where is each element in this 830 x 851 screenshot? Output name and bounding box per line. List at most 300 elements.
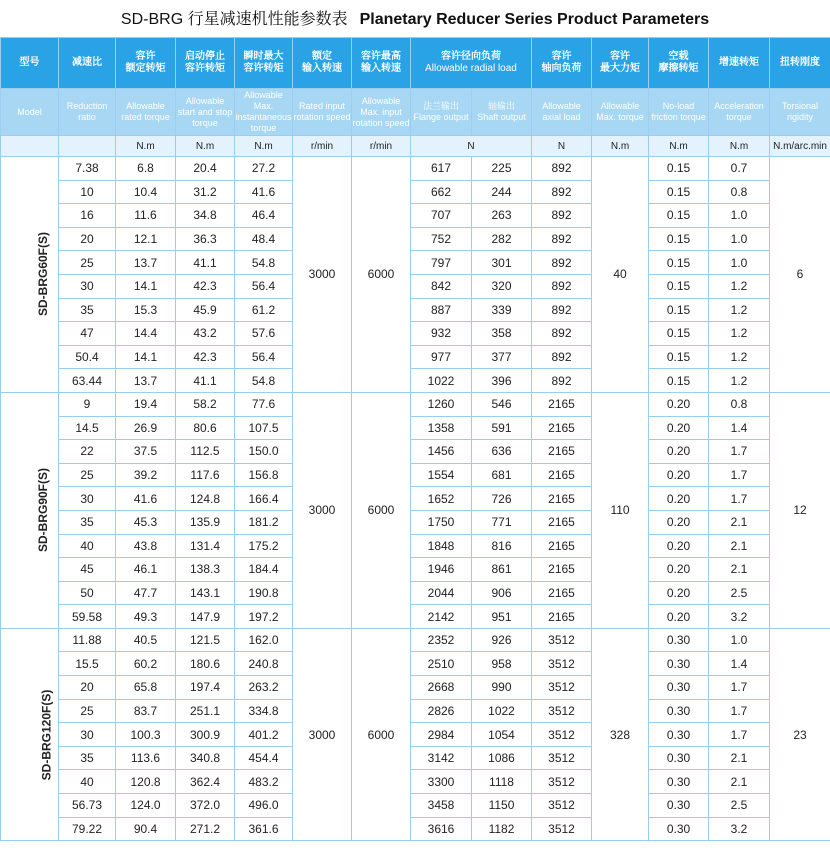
- noload-torque-cell: 0.30: [649, 770, 709, 794]
- flange-load-cell: 752: [411, 227, 472, 251]
- table-row: [1, 369, 830, 393]
- header-noload-text: 空载 摩擦转矩: [658, 51, 699, 74]
- max-inst-torque-cell: 190.8: [235, 581, 293, 605]
- flange-load-cell: 2352: [411, 628, 472, 652]
- header-max-inst-text: 瞬时最大 容许转矩: [243, 51, 284, 74]
- rated-torque-cell: 65.8: [116, 676, 176, 700]
- model-cell: [1, 392, 59, 628]
- table-row: [1, 628, 830, 652]
- axial-load-cell: 2165: [532, 581, 592, 605]
- header-radial: [411, 38, 532, 89]
- ratio-cell: 35: [59, 298, 116, 322]
- start-stop-torque-cell: 42.3: [176, 345, 235, 369]
- ratio-cell: 11.88: [59, 628, 116, 652]
- header-flange-cn: 法兰输出: [422, 101, 459, 111]
- flange-load-cell: 1848: [411, 534, 472, 558]
- page-title: [0, 0, 830, 37]
- table-row: [1, 180, 830, 204]
- flange-load-cell: 662: [411, 180, 472, 204]
- axial-load-cell: 892: [532, 227, 592, 251]
- accel-torque-cell: 2.1: [709, 534, 770, 558]
- table-row: [1, 676, 830, 700]
- shaft-load-cell: 1182: [472, 817, 532, 841]
- max-speed-cell: 6000: [352, 392, 411, 628]
- shaft-load-cell: 1118: [472, 770, 532, 794]
- rigidity-cell: 6: [770, 157, 830, 393]
- max-inst-torque-cell: 61.2: [235, 298, 293, 322]
- max-inst-torque-cell: 57.6: [235, 322, 293, 346]
- header-start-stop: [176, 38, 235, 89]
- accel-torque-cell: 1.4: [709, 416, 770, 440]
- axial-load-cell: 2165: [532, 558, 592, 582]
- header-row-units: [1, 136, 830, 157]
- accel-torque-cell: 3.2: [709, 817, 770, 841]
- axial-load-cell: 2165: [532, 534, 592, 558]
- ratio-cell: 25: [59, 463, 116, 487]
- accel-torque-cell: 1.2: [709, 298, 770, 322]
- axial-load-cell: 3512: [532, 699, 592, 723]
- ratio-cell: 20: [59, 676, 116, 700]
- table-row: [1, 770, 830, 794]
- start-stop-torque-cell: 300.9: [176, 723, 235, 747]
- axial-load-cell: 3512: [532, 770, 592, 794]
- rated-torque-cell: 60.2: [116, 652, 176, 676]
- noload-torque-cell: 0.20: [649, 558, 709, 582]
- accel-torque-cell: 0.8: [709, 180, 770, 204]
- accel-torque-cell: 2.1: [709, 510, 770, 534]
- shaft-load-cell: 377: [472, 345, 532, 369]
- model-label: SD-BRG60F(S): [36, 232, 51, 317]
- rated-torque-cell: 40.5: [116, 628, 176, 652]
- header-en-rated-torque: Allowable rated torque: [116, 89, 176, 136]
- unit-model: [1, 136, 59, 157]
- flange-load-cell: 3142: [411, 746, 472, 770]
- flange-load-cell: 1554: [411, 463, 472, 487]
- flange-load-cell: 2984: [411, 723, 472, 747]
- flange-load-cell: 3300: [411, 770, 472, 794]
- rated-torque-cell: 11.6: [116, 204, 176, 228]
- start-stop-torque-cell: 31.2: [176, 180, 235, 204]
- flange-load-cell: 3458: [411, 794, 472, 818]
- rated-speed-cell: 3000: [293, 392, 352, 628]
- start-stop-torque-cell: 42.3: [176, 274, 235, 298]
- start-stop-torque-cell: 20.4: [176, 157, 235, 181]
- flange-load-cell: 887: [411, 298, 472, 322]
- header-rated-torque-text: 容许 额定转矩: [125, 51, 166, 74]
- max-inst-torque-cell: 54.8: [235, 369, 293, 393]
- accel-torque-cell: 1.7: [709, 440, 770, 464]
- shaft-load-cell: 1086: [472, 746, 532, 770]
- start-stop-torque-cell: 131.4: [176, 534, 235, 558]
- max-inst-torque-cell: 156.8: [235, 463, 293, 487]
- table-row: [1, 227, 830, 251]
- header-rigidity: 扭转刚度: [770, 38, 830, 89]
- header-shaft-cn: 轴输出: [488, 101, 516, 111]
- ratio-cell: 7.38: [59, 157, 116, 181]
- axial-load-cell: 3512: [532, 676, 592, 700]
- table-row: [1, 558, 830, 582]
- shaft-load-cell: 320: [472, 274, 532, 298]
- accel-torque-cell: 0.8: [709, 392, 770, 416]
- noload-torque-cell: 0.30: [649, 723, 709, 747]
- start-stop-torque-cell: 362.4: [176, 770, 235, 794]
- ratio-cell: 79.22: [59, 817, 116, 841]
- noload-torque-cell: 0.20: [649, 392, 709, 416]
- shaft-load-cell: 225: [472, 157, 532, 181]
- flange-load-cell: 1456: [411, 440, 472, 464]
- shaft-load-cell: 771: [472, 510, 532, 534]
- accel-torque-cell: 1.0: [709, 628, 770, 652]
- accel-torque-cell: 1.4: [709, 652, 770, 676]
- ratio-cell: 40: [59, 534, 116, 558]
- axial-load-cell: 3512: [532, 746, 592, 770]
- header-max-inst: [235, 38, 293, 89]
- rated-torque-cell: 19.4: [116, 392, 176, 416]
- accel-torque-cell: 1.0: [709, 251, 770, 275]
- accel-torque-cell: 1.7: [709, 723, 770, 747]
- ratio-cell: 25: [59, 699, 116, 723]
- start-stop-torque-cell: 340.8: [176, 746, 235, 770]
- header-en-model: Model: [1, 89, 59, 136]
- header-radial-cn: 容许径向负荷: [441, 51, 501, 62]
- table-row: [1, 204, 830, 228]
- ratio-cell: 20: [59, 227, 116, 251]
- shaft-load-cell: 358: [472, 322, 532, 346]
- accel-torque-cell: 1.7: [709, 463, 770, 487]
- noload-torque-cell: 0.15: [649, 180, 709, 204]
- flange-load-cell: 1946: [411, 558, 472, 582]
- ratio-cell: 50: [59, 581, 116, 605]
- table-row: [1, 699, 830, 723]
- rated-torque-cell: 37.5: [116, 440, 176, 464]
- axial-load-cell: 2165: [532, 510, 592, 534]
- table-row: [1, 581, 830, 605]
- table-row: [1, 652, 830, 676]
- unit-noload: N.m: [649, 136, 709, 157]
- title-cn: SD-BRG 行星减速机性能参数表: [120, 11, 348, 28]
- max-inst-torque-cell: 27.2: [235, 157, 293, 181]
- header-en-rated-speed: Rated input rotation speed: [293, 89, 352, 136]
- rated-torque-cell: 90.4: [116, 817, 176, 841]
- rated-torque-cell: 49.3: [116, 605, 176, 629]
- ratio-cell: 47: [59, 322, 116, 346]
- shaft-load-cell: 816: [472, 534, 532, 558]
- noload-torque-cell: 0.15: [649, 157, 709, 181]
- axial-load-cell: 2165: [532, 463, 592, 487]
- model-label: SD-BRG90F(S): [36, 468, 51, 553]
- rated-speed-cell: 3000: [293, 628, 352, 840]
- table-row: [1, 298, 830, 322]
- rated-torque-cell: 45.3: [116, 510, 176, 534]
- table-row: [1, 794, 830, 818]
- start-stop-torque-cell: 112.5: [176, 440, 235, 464]
- noload-torque-cell: 0.30: [649, 676, 709, 700]
- table-row: [1, 251, 830, 275]
- flange-load-cell: 3616: [411, 817, 472, 841]
- start-stop-torque-cell: 121.5: [176, 628, 235, 652]
- header-accel: 增速转矩: [709, 38, 770, 89]
- max-inst-torque-cell: 150.0: [235, 440, 293, 464]
- noload-torque-cell: 0.20: [649, 534, 709, 558]
- ratio-cell: 35: [59, 746, 116, 770]
- accel-torque-cell: 0.7: [709, 157, 770, 181]
- noload-torque-cell: 0.20: [649, 440, 709, 464]
- shaft-load-cell: 244: [472, 180, 532, 204]
- unit-radial: N: [411, 136, 532, 157]
- rated-torque-cell: 14.4: [116, 322, 176, 346]
- axial-load-cell: 892: [532, 345, 592, 369]
- start-stop-torque-cell: 197.4: [176, 676, 235, 700]
- shaft-load-cell: 301: [472, 251, 532, 275]
- axial-load-cell: 892: [532, 180, 592, 204]
- start-stop-torque-cell: 124.8: [176, 487, 235, 511]
- noload-torque-cell: 0.15: [649, 227, 709, 251]
- max-inst-torque-cell: 496.0: [235, 794, 293, 818]
- ratio-cell: 30: [59, 274, 116, 298]
- header-max-force: [592, 38, 649, 89]
- table-row: [1, 463, 830, 487]
- axial-load-cell: 892: [532, 157, 592, 181]
- max-inst-torque-cell: 454.4: [235, 746, 293, 770]
- axial-load-cell: 3512: [532, 652, 592, 676]
- flange-load-cell: 2142: [411, 605, 472, 629]
- accel-torque-cell: 3.2: [709, 605, 770, 629]
- noload-torque-cell: 0.30: [649, 817, 709, 841]
- header-start-stop-text: 启动停止 容许转矩: [185, 51, 225, 74]
- flange-load-cell: 2510: [411, 652, 472, 676]
- header-en-axial: Allowable axial load: [532, 89, 592, 136]
- header-en-flange: [411, 89, 472, 136]
- noload-torque-cell: 0.30: [649, 652, 709, 676]
- accel-torque-cell: 2.5: [709, 581, 770, 605]
- ratio-cell: 63.44: [59, 369, 116, 393]
- max-inst-torque-cell: 56.4: [235, 274, 293, 298]
- rated-speed-cell: 3000: [293, 157, 352, 393]
- header-en-noload: No-load friction torque: [649, 89, 709, 136]
- ratio-cell: 35: [59, 510, 116, 534]
- max-inst-torque-cell: 48.4: [235, 227, 293, 251]
- max-force-cell: 40: [592, 157, 649, 393]
- shaft-load-cell: 951: [472, 605, 532, 629]
- max-inst-torque-cell: 162.0: [235, 628, 293, 652]
- unit-rigidity: N.m/arc.min: [770, 136, 830, 157]
- start-stop-torque-cell: 372.0: [176, 794, 235, 818]
- shaft-load-cell: 958: [472, 652, 532, 676]
- flange-load-cell: 977: [411, 345, 472, 369]
- shaft-load-cell: 396: [472, 369, 532, 393]
- start-stop-torque-cell: 41.1: [176, 369, 235, 393]
- table-row: [1, 746, 830, 770]
- header-max-speed-text: 容许最高 输入转速: [361, 51, 401, 74]
- flange-load-cell: 932: [411, 322, 472, 346]
- accel-torque-cell: 1.0: [709, 227, 770, 251]
- table-body: [1, 157, 830, 841]
- start-stop-torque-cell: 80.6: [176, 416, 235, 440]
- rated-torque-cell: 41.6: [116, 487, 176, 511]
- axial-load-cell: 2165: [532, 605, 592, 629]
- max-speed-cell: 6000: [352, 628, 411, 840]
- accel-torque-cell: 1.7: [709, 487, 770, 511]
- noload-torque-cell: 0.20: [649, 416, 709, 440]
- axial-load-cell: 2165: [532, 416, 592, 440]
- start-stop-torque-cell: 147.9: [176, 605, 235, 629]
- start-stop-torque-cell: 43.2: [176, 322, 235, 346]
- max-inst-torque-cell: 401.2: [235, 723, 293, 747]
- unit-rated-torque: N.m: [116, 136, 176, 157]
- max-inst-torque-cell: 240.8: [235, 652, 293, 676]
- max-inst-torque-cell: 263.2: [235, 676, 293, 700]
- accel-torque-cell: 2.1: [709, 558, 770, 582]
- ratio-cell: 30: [59, 723, 116, 747]
- rated-torque-cell: 83.7: [116, 699, 176, 723]
- header-rated-speed-text: 额定 输入转速: [302, 51, 342, 74]
- ratio-cell: 50.4: [59, 345, 116, 369]
- shaft-load-cell: 726: [472, 487, 532, 511]
- flange-load-cell: 2826: [411, 699, 472, 723]
- flange-load-cell: 797: [411, 251, 472, 275]
- table-row: [1, 723, 830, 747]
- rated-torque-cell: 46.1: [116, 558, 176, 582]
- flange-load-cell: 1260: [411, 392, 472, 416]
- ratio-cell: 22: [59, 440, 116, 464]
- shaft-load-cell: 591: [472, 416, 532, 440]
- axial-load-cell: 2165: [532, 487, 592, 511]
- start-stop-torque-cell: 34.8: [176, 204, 235, 228]
- axial-load-cell: 3512: [532, 723, 592, 747]
- header-max-speed: [352, 38, 411, 89]
- rated-torque-cell: 14.1: [116, 274, 176, 298]
- accel-torque-cell: 2.1: [709, 770, 770, 794]
- max-inst-torque-cell: 184.4: [235, 558, 293, 582]
- noload-torque-cell: 0.15: [649, 345, 709, 369]
- rated-torque-cell: 13.7: [116, 251, 176, 275]
- rated-torque-cell: 47.7: [116, 581, 176, 605]
- max-inst-torque-cell: 41.6: [235, 180, 293, 204]
- axial-load-cell: 2165: [532, 440, 592, 464]
- flange-load-cell: 1022: [411, 369, 472, 393]
- flange-load-cell: 1750: [411, 510, 472, 534]
- unit-accel: N.m: [709, 136, 770, 157]
- max-inst-torque-cell: 107.5: [235, 416, 293, 440]
- rated-torque-cell: 100.3: [116, 723, 176, 747]
- unit-max-force: N.m: [592, 136, 649, 157]
- max-force-cell: 328: [592, 628, 649, 840]
- shaft-load-cell: 1022: [472, 699, 532, 723]
- noload-torque-cell: 0.20: [649, 463, 709, 487]
- accel-torque-cell: 1.2: [709, 345, 770, 369]
- table-row: [1, 487, 830, 511]
- rated-torque-cell: 13.7: [116, 369, 176, 393]
- noload-torque-cell: 0.30: [649, 628, 709, 652]
- flange-load-cell: 2668: [411, 676, 472, 700]
- accel-torque-cell: 1.2: [709, 274, 770, 298]
- table-row: [1, 605, 830, 629]
- ratio-cell: 14.5: [59, 416, 116, 440]
- noload-torque-cell: 0.15: [649, 274, 709, 298]
- start-stop-torque-cell: 143.1: [176, 581, 235, 605]
- shaft-load-cell: 906: [472, 581, 532, 605]
- header-en-max-speed: Allowable Max. input rotation speed: [352, 89, 411, 136]
- max-inst-torque-cell: 56.4: [235, 345, 293, 369]
- shaft-load-cell: 339: [472, 298, 532, 322]
- rated-torque-cell: 14.1: [116, 345, 176, 369]
- noload-torque-cell: 0.15: [649, 322, 709, 346]
- flange-load-cell: 707: [411, 204, 472, 228]
- start-stop-torque-cell: 251.1: [176, 699, 235, 723]
- shaft-load-cell: 636: [472, 440, 532, 464]
- rated-torque-cell: 113.6: [116, 746, 176, 770]
- table-row: [1, 817, 830, 841]
- header-radial-en: Allowable radial load: [425, 63, 517, 74]
- rated-torque-cell: 26.9: [116, 416, 176, 440]
- rated-torque-cell: 124.0: [116, 794, 176, 818]
- noload-torque-cell: 0.30: [649, 794, 709, 818]
- rigidity-cell: 23: [770, 628, 830, 840]
- accel-torque-cell: 1.2: [709, 322, 770, 346]
- table-row: [1, 274, 830, 298]
- header-axial: [532, 38, 592, 89]
- max-inst-torque-cell: 181.2: [235, 510, 293, 534]
- header-max-force-text: 容许 最大力矩: [600, 51, 641, 74]
- ratio-cell: 59.58: [59, 605, 116, 629]
- rated-torque-cell: 15.3: [116, 298, 176, 322]
- unit-ratio: [59, 136, 116, 157]
- table-row: [1, 534, 830, 558]
- start-stop-torque-cell: 135.9: [176, 510, 235, 534]
- flange-load-cell: 2044: [411, 581, 472, 605]
- header-en-max-inst: Allowable Max. instantaneous torque: [235, 89, 293, 136]
- max-inst-torque-cell: 46.4: [235, 204, 293, 228]
- axial-load-cell: 892: [532, 322, 592, 346]
- shaft-load-cell: 990: [472, 676, 532, 700]
- noload-torque-cell: 0.15: [649, 251, 709, 275]
- unit-max-speed: r/min: [352, 136, 411, 157]
- shaft-load-cell: 546: [472, 392, 532, 416]
- noload-torque-cell: 0.15: [649, 204, 709, 228]
- max-inst-torque-cell: 54.8: [235, 251, 293, 275]
- shaft-load-cell: 1150: [472, 794, 532, 818]
- noload-torque-cell: 0.20: [649, 581, 709, 605]
- accel-torque-cell: 1.7: [709, 676, 770, 700]
- noload-torque-cell: 0.20: [649, 510, 709, 534]
- unit-axial: N: [532, 136, 592, 157]
- accel-torque-cell: 2.1: [709, 746, 770, 770]
- ratio-cell: 30: [59, 487, 116, 511]
- start-stop-torque-cell: 138.3: [176, 558, 235, 582]
- rigidity-cell: 12: [770, 392, 830, 628]
- ratio-cell: 56.73: [59, 794, 116, 818]
- start-stop-torque-cell: 45.9: [176, 298, 235, 322]
- ratio-cell: 15.5: [59, 652, 116, 676]
- noload-torque-cell: 0.30: [649, 699, 709, 723]
- table-row: [1, 345, 830, 369]
- flange-load-cell: 1652: [411, 487, 472, 511]
- header-en-accel: Acceleration torque: [709, 89, 770, 136]
- axial-load-cell: 3512: [532, 794, 592, 818]
- model-cell: [1, 628, 59, 840]
- flange-load-cell: 1358: [411, 416, 472, 440]
- start-stop-torque-cell: 271.2: [176, 817, 235, 841]
- table-row: [1, 322, 830, 346]
- title-en: Planetary Reducer Series Product Parameters: [359, 11, 710, 28]
- start-stop-torque-cell: 58.2: [176, 392, 235, 416]
- table-row: [1, 510, 830, 534]
- noload-torque-cell: 0.15: [649, 369, 709, 393]
- product-parameters-table: [0, 37, 830, 841]
- axial-load-cell: 892: [532, 274, 592, 298]
- shaft-load-cell: 1054: [472, 723, 532, 747]
- start-stop-torque-cell: 180.6: [176, 652, 235, 676]
